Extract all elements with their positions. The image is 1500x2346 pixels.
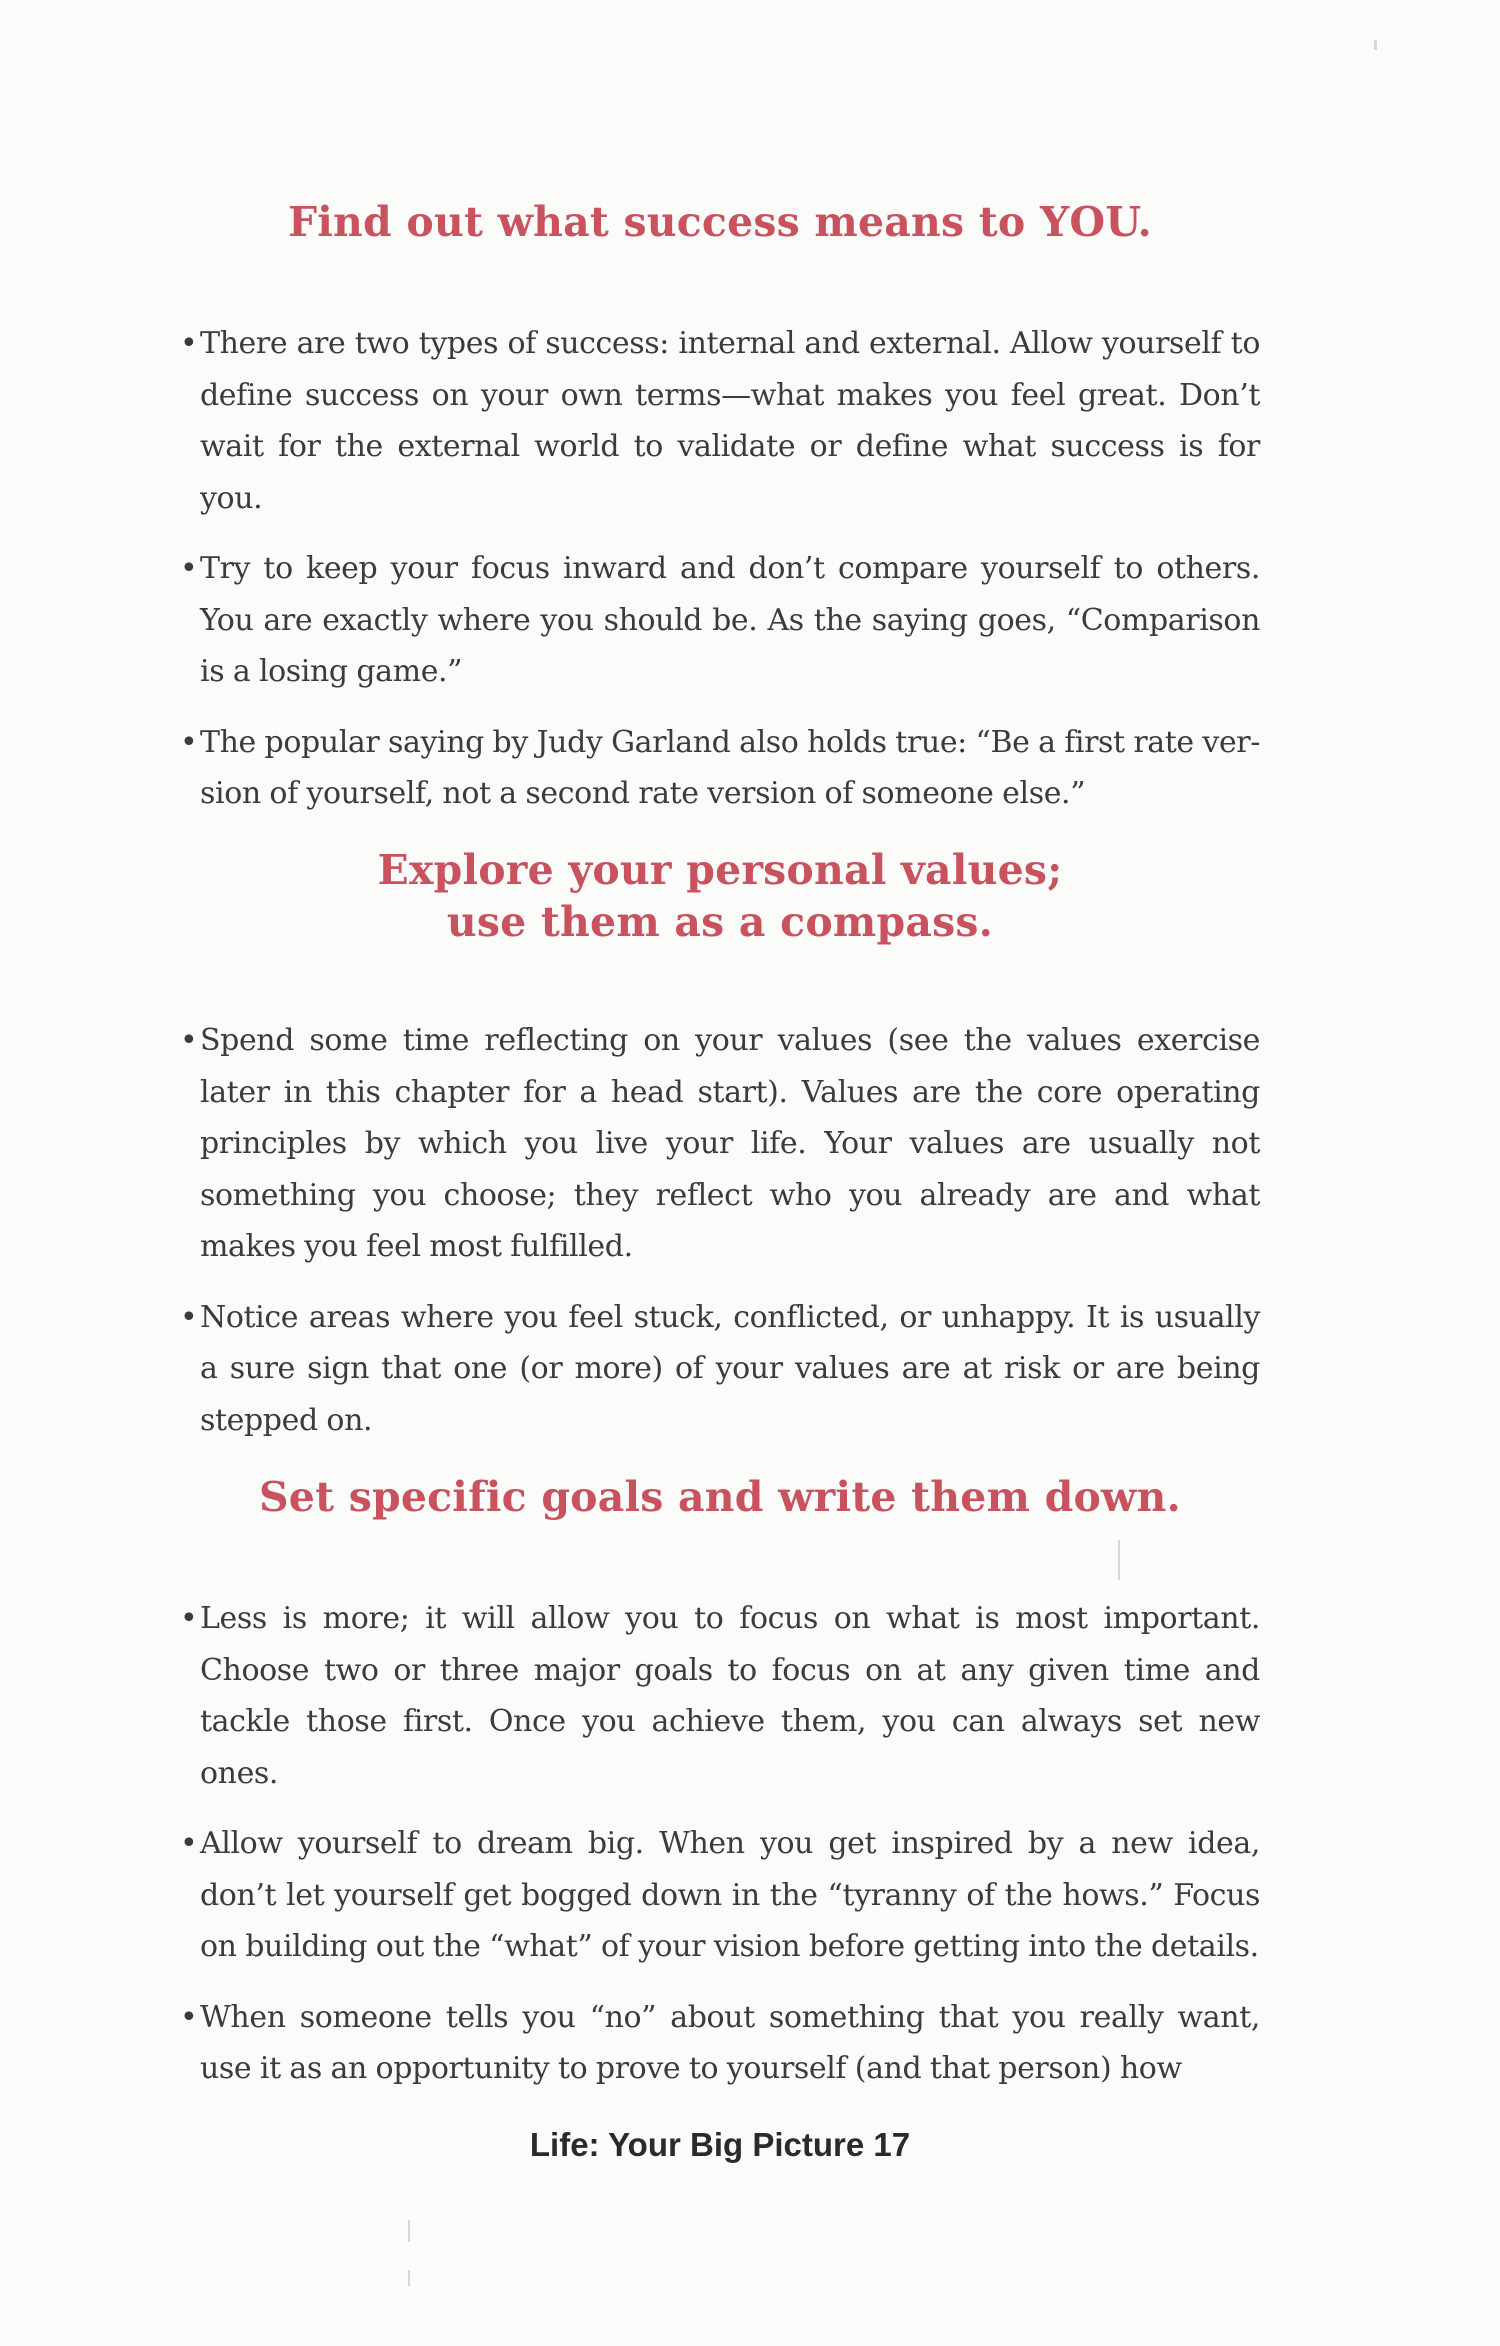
bullet-dot: • <box>180 1299 198 1335</box>
bullet-dot: • <box>180 551 198 586</box>
bullet-text: Less is more; it will allow you to focus on what is most important. Choose two or three major goals to focus on at any given time and tackle those first. Once you achieve them, you can always set new ones. <box>200 1601 1260 1791</box>
scan-speck <box>1374 40 1377 50</box>
scan-speck <box>408 2270 410 2286</box>
bullet-dot: • <box>180 1999 198 2035</box>
bullet-text: Spend some time reflecting on your values (see the values exercise later in this chapter for a head start). Values are the core operating principles by which you live your life. Your values are usually not something you choose; they reflect who you already are and what makes you feel most fulfilled. <box>200 1023 1260 1264</box>
heading-line: use them as a compass. <box>446 898 994 946</box>
section-heading-goals <box>0 1471 1440 1523</box>
section-heading-success <box>0 196 1440 248</box>
scan-speck <box>408 2220 410 2242</box>
bullet-text: The popular saying by Judy Garland also holds true: “Be a first rate ver-sion of yourself, not a second rate version of someone else.” <box>200 724 1260 811</box>
bullet-list-success <box>178 318 1260 839</box>
bullet-dot: • <box>180 1023 198 1058</box>
list-item <box>178 318 1260 524</box>
list-item <box>178 1292 1260 1447</box>
page-footer: Life: Your Big Picture 17 <box>529 2126 911 2163</box>
bullet-dot: • <box>180 724 198 760</box>
bullet-text: Allow yourself to dream big. When you get inspired by a new idea, don’t let yourself get bogged down in the “tyranny of the hows.” Focus on building out the “what” of your vision before getting into the details. <box>200 1826 1260 1964</box>
bullet-dot: • <box>180 1601 198 1636</box>
heading-line: Explore your personal values; <box>377 846 1063 894</box>
section-heading-values <box>0 844 1440 948</box>
bullet-list-goals <box>178 1593 1260 2114</box>
bullet-text: When someone tells you “no” about something that you really want, use it as an opportunity to prove to yourself (and that person) how <box>200 1999 1260 2086</box>
scan-speck <box>1118 1540 1120 1580</box>
bullet-text: There are two types of success: internal and external. Allow yourself to define success on your own terms—what makes you feel great. Don’t wait for the external world to validate or define what success is for you. <box>200 326 1260 516</box>
list-item <box>178 543 1260 698</box>
list-item <box>178 717 1260 820</box>
list-item <box>178 1593 1260 1799</box>
bullet-dot: • <box>180 326 198 361</box>
heading-line: Set specific goals and write them down. <box>258 1473 1181 1521</box>
bullet-text: Try to keep your focus inward and don’t compare yourself to others. You are exactly where you should be. As the saying goes, “Comparison is a losing game.” <box>200 551 1260 689</box>
list-item <box>178 1992 1260 2095</box>
list-item <box>178 1015 1260 1273</box>
heading-line: Find out what success means to YOU. <box>287 198 1153 246</box>
list-item <box>178 1818 1260 1973</box>
bullet-text: Notice areas where you feel stuck, conflicted, or unhappy. It is usually a sure sign that one (or more) of your values are at risk or are being stepped on. <box>200 1299 1260 1438</box>
bullet-dot: • <box>180 1826 198 1861</box>
bullet-list-values <box>178 1015 1260 1465</box>
